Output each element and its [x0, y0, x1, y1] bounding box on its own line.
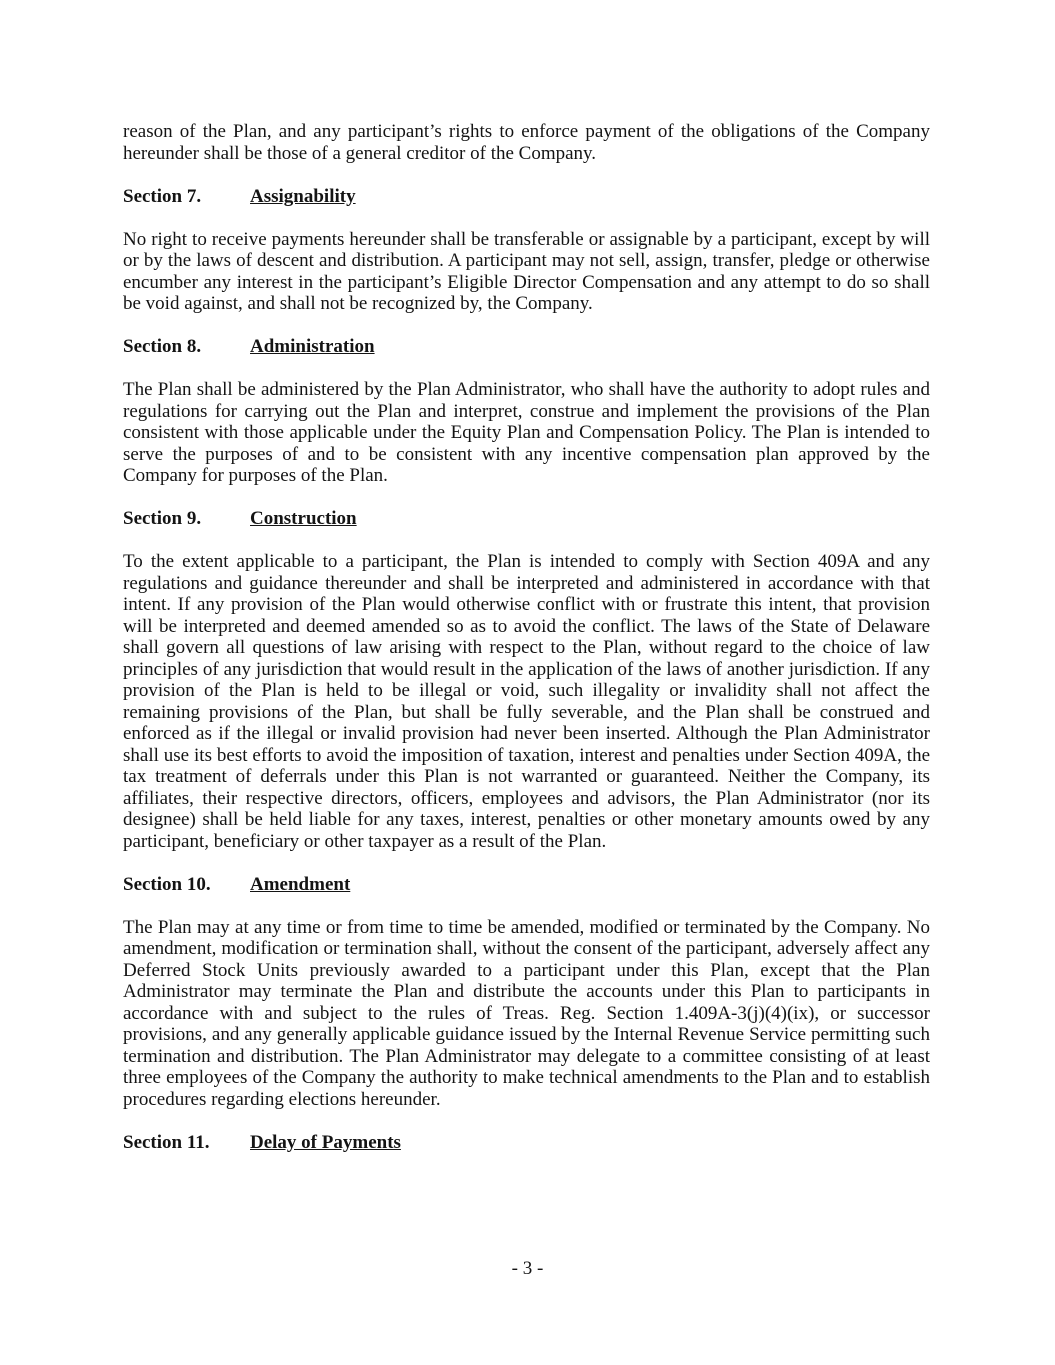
section-7-body: No right to receive payments hereunder shall be transferable or assignable by a participant, except by will or by the laws of descent and distribution. A participant may not sell, assign, transfer, pledge or otherwise encumber any interest in the participant’s Eligible Director Compensation and any attempt to do so shall be void against, and shall not be recognized by, the Company. — [123, 228, 930, 314]
section-8-label: Section 8. — [123, 336, 202, 357]
section-8-heading — [123, 336, 930, 358]
section-7-label: Section 7. — [123, 185, 202, 207]
intro-paragraph: reason of the Plan, and any participant’s rights to enforce payment of the obligations of the Company hereunder shall be those of a general creditor of the Company. — [123, 121, 930, 164]
section-9-heading — [123, 508, 930, 530]
page-number: - 3 - — [511, 1258, 544, 1279]
section-10-heading — [123, 874, 930, 896]
section-7-heading — [123, 186, 930, 208]
section-9-title: Construction — [250, 508, 357, 529]
section-11-title: Delay of Payments — [250, 1131, 401, 1153]
section-8-body: The Plan shall be administered by the Plan Administrator, who shall have the authority to adopt rules and regulations for carrying out the Plan and interpret, construe and implement the provisions of the Plan consistent with those applicable under the Equity Plan and Compensation Policy. The Plan is intended to serve the purposes of and to be consistent with any incentive compensation plan approved by the Company for purposes of the Plan. — [123, 379, 930, 486]
section-9-label: Section 9. — [123, 508, 202, 529]
section-8-title: Administration — [250, 336, 375, 357]
section-11-heading — [123, 1132, 930, 1154]
section-10-title: Amendment — [250, 873, 351, 895]
section-7-title: Assignability — [250, 185, 356, 207]
section-9-body: To the extent applicable to a participant, the Plan is intended to comply with Section 409A and any regulations and guidance thereunder and shall be interpreted and administered in accordance with that intent. If any provision of the Plan would otherwise conflict with or frustrate this intent, that provision will be interpreted and deemed amended so as to avoid the conflict. The laws of the State of Delaware shall govern all questions of law arising with respect to the Plan, without regard to the choice of law principles of any jurisdiction that would result in the application of the laws of another jurisdiction. If any provision of the Plan is held to be illegal or void, such illegality or invalidity shall not affect the remaining provisions of the Plan, but shall be fully severable, and the Plan shall be construed and enforced as if the illegal or invalid provision had never been inserted. Although the Plan Administrator shall use its best efforts to avoid the imposition of taxation, interest and penalties under Section 409A, the tax treatment of deferrals under this Plan is not warranted or guaranteed. Neither the Company, its affiliates, their respective directors, officers, employees and advisors, the Plan Administrator (nor its designee) shall be held liable for any taxes, interest, penalties or other monetary amounts owed by any participant, beneficiary or other taxpayer as a result of the Plan. — [123, 551, 930, 852]
section-11-label: Section 11. — [123, 1131, 210, 1153]
section-10-label: Section 10. — [123, 873, 211, 895]
section-10-body: The Plan may at any time or from time to time be amended, modified or terminated by the Company. No amendment, modification or termination shall, without the consent of the participant, adversely affect any Deferred Stock Units previously awarded to a participant under this Plan, except that the Plan Administrator may terminate the Plan and distribute the accounts under this Plan to participants in accordance with and subject to the rules of Treas. Reg. Section 1.409A-3(j)(4)(ix), or successor provisions, and any generally applicable guidance issued by the Internal Revenue Service permitting such termination and distribution. The Plan Administrator may delegate to a committee consisting of at least three employees of the Company the authority to make technical amendments to the Plan and to establish procedures regarding elections hereunder. — [123, 916, 930, 1110]
